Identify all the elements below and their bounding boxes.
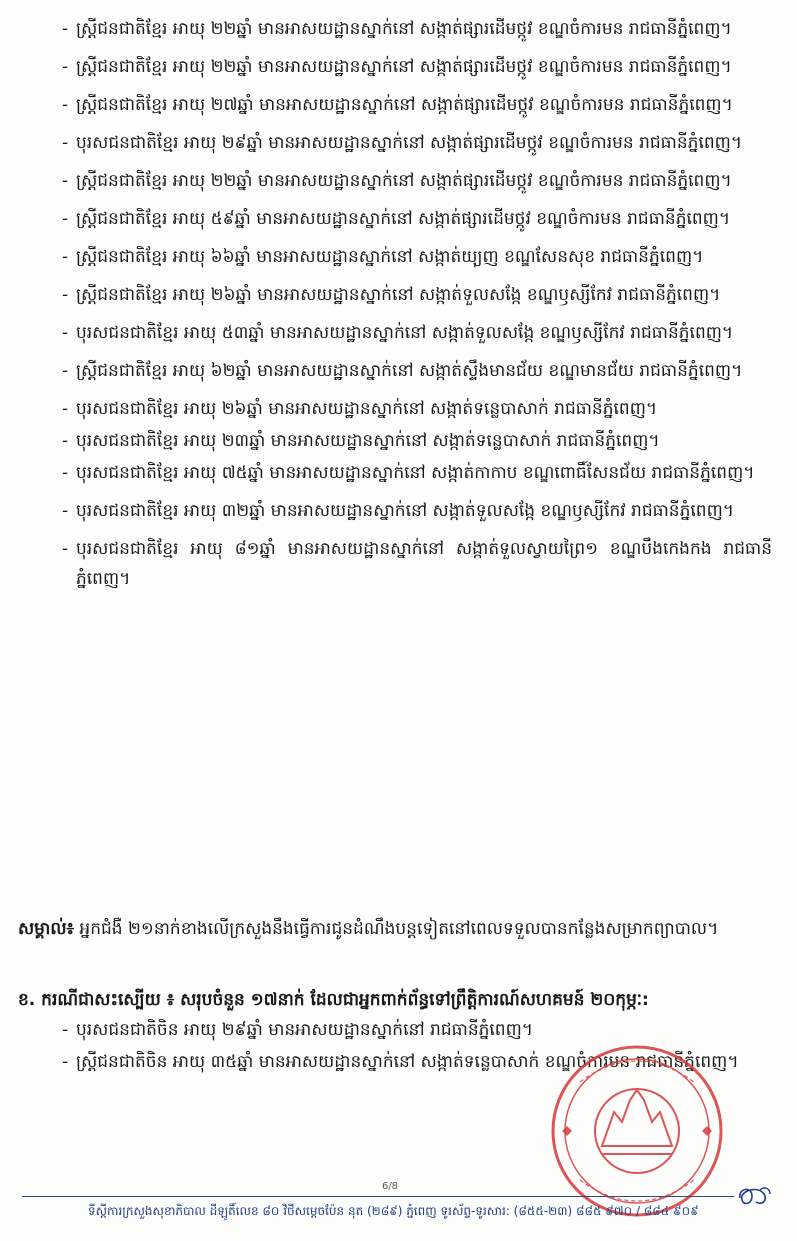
bullet-dash: - [62,171,69,191]
list-item [62,356,772,386]
patient-list [62,14,772,602]
list-item [62,166,772,196]
bullet-dash: - [62,361,69,381]
bullet-dash: - [62,285,69,305]
list-item [62,318,772,348]
handwritten-initials [734,1180,774,1210]
list-item-text: បុរសជនជាតិចិន អាយុ ២៩ឆ្នាំ មានអាសយដ្ឋានស្នាក់នៅ រាជធានីភ្នំពេញ។ [76,1020,533,1040]
list-item-text: បុរសជនជាតិខ្មែរ អាយុ ៣២ឆ្នាំ មានអាសយដ្ឋានស្នាក់នៅ សង្កាត់ទួលសង្កែ ខណ្ឌឫស្សីកែវ រាជធានីភ្នំពេញ។ [76,501,734,521]
bullet-dash: - [62,539,69,559]
bullet-dash: - [62,501,69,521]
bullet-dash: - [62,57,69,77]
list-item-text: ស្ត្រីជនជាតិខ្មែរ អាយុ ៦៦ឆ្នាំ មានអាសយដ្ឋានស្នាក់នៅ សង្កាត់យុ្យញ ខណ្ឌសែនសុខ រាជធានីភ្នំពេញ។ [76,247,704,267]
bullet-dash: - [62,247,69,267]
list-item-text: បុរសជនជាតិខ្មែរ អាយុ ៧៥ឆ្នាំ មានអាសយដ្ឋានស្នាក់នៅ សង្កាត់កាកាប ខណ្ឌពោធិ៍សែនជ័យ រាជធានីភ្នំពេញ។ [76,463,755,483]
list-item-text: ស្ត្រីជនជាតិខ្មែរ អាយុ ៦២ឆ្នាំ មានអាសយដ្ឋានស្នាក់នៅ សង្កាត់ស្ទឹងមានជ័យ ខណ្ឌមានជ័យ រាជធានីភ្នំពេញ។ [76,361,743,381]
bullet-dash: - [62,399,69,419]
note-label: សម្គាល់៖ [18,919,75,939]
list-item [62,204,772,234]
list-item-text: ស្ត្រីជនជាតិចិន អាយុ ៣៥ឆ្នាំ មានអាសយដ្ឋានស្នាក់នៅ សង្កាត់ទន្លេបាសាក់ ខណ្ឌចំការមន រាជធានីភ្នំពេញ។ [76,1052,739,1072]
note-paragraph [18,914,773,944]
list-item [62,128,772,158]
list-item [62,280,772,310]
list-item [62,496,772,526]
list-item [62,394,772,424]
bullet-dash: - [62,19,69,39]
official-seal-stamp [542,1042,732,1220]
list-item [62,458,772,488]
list-item-text: ស្ត្រីជនជាតិខ្មែរ អាយុ ៥៩ឆ្នាំ មានអាសយដ្ឋានស្នាក់នៅ សង្កាត់ផ្សារដើមថ្កូវ ខណ្ឌចំការមន រាជធានីភ្នំពេញ។ [76,209,731,229]
list-item-text: ស្ត្រីជនជាតិខ្មែរ អាយុ ២៧ឆ្នាំ មានអាសយដ្ឋានស្នាក់នៅ សង្កាត់ផ្សារដើមថ្កូវ ខណ្ឌចំការមន រាជធានីភ្នំពេញ។ [76,95,733,115]
list-item-text: បុរសជនជាតិខ្មែរ អាយុ ៨១ឆ្នាំ មានអាសយដ្ឋានស្នាក់នៅ សង្កាត់ទួលស្វាយព្រៃ១ ខណ្ឌបឹងកេងកង រាជធានីភ្នំពេញ។ [76,539,772,589]
list-item-text: បុរសជនជាតិខ្មែរ អាយុ ២៣ឆ្នាំ មានអាសយដ្ឋានស្នាក់នៅ សង្កាត់ទន្លេបាសាក់ រាជធានីភ្នំពេញ។ [76,431,660,451]
list-item-text: បុរសជនជាតិខ្មែរ អាយុ ២៦ឆ្នាំ មានអាសយដ្ឋានស្នាក់នៅ សង្កាត់ទន្លេបាសាក់ រាជធានីភ្នំពេញ។ [76,399,658,419]
bullet-dash: - [62,133,69,153]
bullet-dash: - [62,209,69,229]
list-item-text: ស្ត្រីជនជាតិខ្មែរ អាយុ ២៦ឆ្នាំ មានអាសយដ្ឋានស្នាក់នៅ សង្កាត់ទួលសង្កែ ខណ្ឌឫស្សីកែវ រាជធានីភ្នំពេញ។ [76,285,721,305]
list-item-text: ស្ត្រីជនជាតិខ្មែរ អាយុ ២២ឆ្នាំ មានអាសយដ្ឋានស្នាក់នៅ សង្កាត់ផ្សារដើមថ្កូវ ខណ្ឌចំការមន រាជធានីភ្នំពេញ។ [76,19,732,39]
bullet-dash: - [62,1052,69,1072]
section-heading-recovered: ខ. ករណីជាសះស្បើយ ៖ សរុបចំនួន ១៧នាក់ ដែលជាអ្នកពាក់ព័ន្ធទៅព្រឹត្តិការណ៍សហគមន៍ ២០កុម្ភៈ: [18,990,649,1010]
list-item [62,242,772,272]
list-item [62,52,772,82]
note-text: អ្នកជំងឺ ២១នាក់ខាងលើក្រសួងនឹងធ្វើការជូនដំណឹងបន្តទៀតនៅពេលទទួលបានកន្លែងសម្រាកព្យាបាល។ [74,919,719,939]
bullet-dash: - [62,431,69,451]
page-number: 6/8 [381,1181,399,1192]
list-item-text: ស្ត្រីជនជាតិខ្មែរ អាយុ ២២ឆ្នាំ មានអាសយដ្ឋានស្នាក់នៅ សង្កាត់ផ្សារដើមថ្កូវ ខណ្ឌចំការមន រាជធានីភ្នំពេញ។ [76,57,732,77]
bullet-dash: - [62,323,69,343]
list-item-text: បុរសជនជាតិខ្មែរ អាយុ ២៩ឆ្នាំ មានអាសយដ្ឋានស្នាក់នៅ សង្កាត់ផ្សារដើមថ្កូវ ខណ្ឌចំការមន រាជធានីភ្នំពេញ។ [76,133,743,153]
list-item [62,534,772,594]
list-item-text: ស្ត្រីជនជាតិខ្មែរ អាយុ ២២ឆ្នាំ មានអាសយដ្ឋានស្នាក់នៅ សង្កាត់ផ្សារដើមថ្កូវ ខណ្ឌចំការមន រាជធានីភ្នំពេញ។ [76,171,732,191]
bullet-dash: - [62,95,69,115]
footer-divider [22,1196,734,1197]
list-item [62,14,772,44]
list-item-text: បុរសជនជាតិខ្មែរ អាយុ ៥៣ឆ្នាំ មានអាសយដ្ឋានស្នាក់នៅ សង្កាត់ទួលសង្កែ ខណ្ឌឫស្សីកែវ រាជធានីភ្នំពេញ។ [76,323,734,343]
bullet-dash: - [62,463,69,483]
bullet-dash: - [62,1020,69,1040]
footer-address: ទីស្តីការក្រសួងសុខាភិបាល ដីឡូតិ៍លេខ ៨០ វិថីសម្តេចប៉ែន នុត (២៨៩) ភ្នំពេញ ទូរស័ព្ទ-ទូរសារ: (៨៥៥-២៣) ៨៨៥ ៩៧០ / ៨៨៤ ៩០៩ [88,1204,699,1218]
list-item [62,426,772,456]
list-item [62,90,772,120]
list-item [62,1015,772,1045]
